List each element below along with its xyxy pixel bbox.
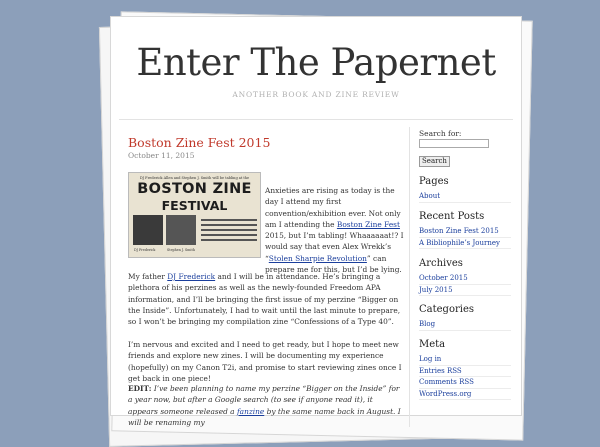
post-title-link[interactable]: Boston Zine Fest 2015 bbox=[128, 135, 271, 150]
flyer-photo-frederick bbox=[133, 215, 163, 245]
flyer-event-details bbox=[201, 219, 257, 244]
meta-item bbox=[419, 389, 511, 401]
search-input[interactable] bbox=[419, 139, 489, 148]
meta-link-wordpress[interactable]: WordPress.org bbox=[419, 389, 472, 398]
meta-item bbox=[419, 354, 511, 366]
site-title[interactable]: Enter The Papernet bbox=[136, 41, 496, 84]
post-paragraph-1 bbox=[265, 185, 405, 275]
pages-widget-title: Pages bbox=[419, 176, 449, 187]
search-label: Search for: bbox=[419, 129, 462, 138]
meta-widget bbox=[419, 339, 511, 400]
recent-post-item bbox=[419, 238, 511, 250]
recent-post-link-2[interactable]: A Bibliophile’s Journey bbox=[419, 238, 500, 247]
post-date: October 11, 2015 bbox=[128, 151, 195, 160]
meta-link-comments-rss[interactable]: Comments RSS bbox=[419, 378, 474, 387]
archive-link-july-2015[interactable]: July 2015 bbox=[419, 285, 453, 294]
archives-title: Archives bbox=[419, 258, 463, 269]
p2-text-a: My father bbox=[128, 272, 168, 281]
sidebar-divider bbox=[409, 127, 410, 427]
flyer-title-line2: FESTIVAL bbox=[161, 198, 228, 213]
flyer-top-line: DJ Frederick Allen and Stephen J. Smith will be tabling at the bbox=[139, 176, 250, 180]
p4-text-a: I’ve been planning to name my perzine “Bigger on the Inside” for a year now, but after a Google search (to see if anyone read it), it appears someone released a bbox=[128, 384, 400, 416]
p2-text-b: and I will be in attendance. He’s bringing a plethora of his perzines as well as the newly-founded Freedom APA information, and I’ll be bringing the first issue of my perzine “Bigger on the Inside”. Unfortunately, I had to wait until the last minute to prepare, so I won’t be bringing my compilation zine “Confessions of a Type 40”. bbox=[128, 272, 401, 327]
pages-item bbox=[419, 191, 511, 203]
sidebar bbox=[419, 129, 519, 398]
fanzine-link[interactable]: fanzine bbox=[236, 406, 265, 416]
header-divider bbox=[119, 119, 513, 120]
meta-link-entries-rss[interactable]: Entries RSS bbox=[419, 366, 462, 375]
flyer-title-line1: BOSTON ZINE bbox=[137, 181, 252, 197]
zine-fest-flyer-image bbox=[128, 172, 261, 258]
post-article bbox=[128, 135, 404, 427]
flyer-caption-1: DJ Frederick bbox=[134, 248, 156, 252]
meta-title: Meta bbox=[419, 339, 446, 350]
categories-widget bbox=[419, 304, 511, 331]
archive-item bbox=[419, 285, 511, 297]
flyer-photo-stephen bbox=[166, 215, 196, 245]
boston-zine-fest-link[interactable]: Boston Zine Fest bbox=[336, 219, 400, 229]
archive-link-october-2015[interactable]: October 2015 bbox=[419, 274, 468, 282]
pages-widget bbox=[419, 176, 511, 203]
meta-item bbox=[419, 377, 511, 389]
recent-posts-title: Recent Posts bbox=[419, 211, 485, 222]
category-item bbox=[419, 319, 511, 331]
dj-frederick-link[interactable]: DJ Frederick bbox=[167, 272, 216, 281]
category-link-blog[interactable]: Blog bbox=[419, 320, 436, 328]
meta-item bbox=[419, 366, 511, 378]
page-link-about[interactable]: About bbox=[419, 192, 441, 200]
recent-posts-widget bbox=[419, 211, 511, 249]
recent-post-item bbox=[419, 226, 511, 238]
p1-text-c: ” can prepare me for this, but I’d be lying. bbox=[265, 253, 402, 275]
flyer-caption-2: Stephen J. Smith bbox=[167, 248, 195, 252]
post-paragraph-3: I’m nervous and excited and I need to get ready, but I hope to meet new friends and explore new zines. I will be documenting my experience (hopefully) on my Canon T2i, and promise to start reviewing zines once I get back in one piece! bbox=[128, 340, 402, 383]
post-paragraph-2 bbox=[128, 271, 403, 327]
recent-post-link-1[interactable]: Boston Zine Fest 2015 bbox=[419, 227, 499, 235]
post-paragraph-edit bbox=[128, 383, 403, 428]
archives-widget bbox=[419, 258, 511, 296]
meta-link-login[interactable]: Log in bbox=[419, 355, 442, 363]
p1-text-a: Anxieties are rising as today is the day I attend my first convention/exhibition ever. Not only am I attending the bbox=[265, 186, 401, 229]
p4-text-b: by the same name back in August. I will be renaming my bbox=[128, 406, 401, 427]
p1-text-b: 2015, but I’m tabling! Whaaaaaat!? I would say that even Alex Wrekk’s “ bbox=[265, 231, 404, 263]
site-description: ANOTHER BOOK AND ZINE REVIEW bbox=[232, 90, 400, 99]
categories-title: Categories bbox=[419, 304, 474, 315]
search-button[interactable]: Search bbox=[419, 156, 450, 167]
edit-label: EDIT: bbox=[128, 384, 152, 393]
stolen-sharpie-link[interactable]: Stolen Sharpie Revolution bbox=[268, 253, 367, 263]
archive-item bbox=[419, 273, 511, 285]
page-sheet bbox=[110, 16, 522, 427]
